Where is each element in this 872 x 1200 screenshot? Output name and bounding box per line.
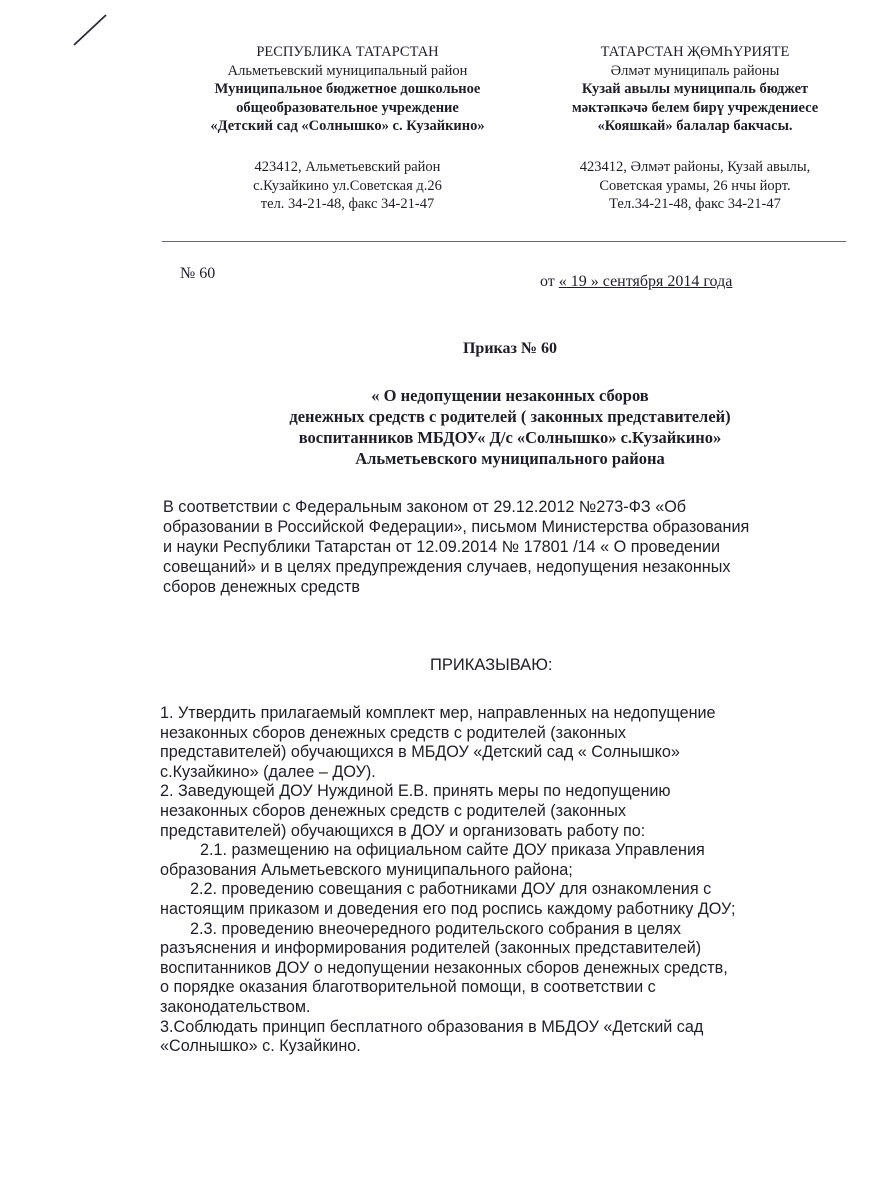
item-line: незаконных сборов денежных средств с родителей (законных (160, 723, 626, 742)
subject-line: « О недопущении незаконных сборов (371, 386, 649, 405)
header-right-tatar (530, 43, 860, 214)
item-line: воспитанников ДОУ о недопущении незаконных сборов денежных средств, (160, 958, 728, 977)
institution-name-tatar-line1: Кузай авылы муниципаль бюджет (581, 81, 809, 98)
order-title: Приказ № 60 (462, 340, 558, 357)
header-divider (162, 241, 846, 242)
district-name: Альметьевский муниципальный район (227, 62, 468, 79)
preamble-line: и науки Республики Татарстан от 12.09.2014 № 17801 /14 « О проведении (163, 538, 721, 556)
subject-line: денежных средств с родителей ( законных представителей) (289, 407, 731, 426)
item-line: 3.Соблюдать принцип бесплатного образования в МБДОУ «Детский сад (160, 1017, 704, 1036)
institution-name-tatar-line3: «Кояшкай» балалар бакчасы. (597, 118, 793, 135)
item-line: «Солнышко» с. Кузайкино. (160, 1037, 361, 1056)
item-line: законодательством. (160, 997, 311, 1016)
item-line: незаконных сборов денежных средств с родителей (законных (160, 801, 626, 820)
preamble-line: сборов денежных средств (163, 578, 360, 596)
address-tatar-line2: Советская урамы, 26 нчы йорт. (599, 177, 791, 194)
subitem-line: 2.3. проведению внеочередного родительского собрания в целях (190, 919, 681, 938)
subject-line: воспитанников МБДОУ« Д/с «Солнышко» с.Кузайкино» (298, 428, 722, 447)
header-left-russian (150, 43, 545, 214)
item-line: 2. Заведующей ДОУ Нуждиной Е.В. принять меры по недопущению (160, 782, 671, 801)
item-line: образования Альметьевского муниципального района; (160, 860, 573, 879)
item-line: представителей) обучающихся в МБДОУ «Детский сад « Солнышко» (160, 743, 680, 762)
preamble-line: образовании в Российской Федерации», письмом Министерства образования (163, 518, 750, 536)
item-line: о порядке оказания благотворительной помощи, в соответствии с (160, 978, 656, 997)
item-line: представителей) обучающихся в ДОУ и организовать работу по: (160, 821, 646, 840)
date-prefix: от (540, 273, 559, 290)
phone-fax: тел. 34-21-48, факс 34-21-47 (260, 196, 435, 213)
document-date (540, 273, 732, 291)
subitem-line: 2.2. проведению совещания с работниками ДОУ для ознакомления с (190, 880, 712, 899)
subject-line: Альметьевского муниципального района (355, 449, 665, 468)
item-line: 1. Утвердить прилагаемый комплект мер, направленных на недопущение (160, 704, 716, 722)
address-line2: с.Кузайкино ул.Советская д.26 (253, 177, 442, 194)
date-value: « 19 » сентября 2014 года (558, 273, 733, 290)
document-number: № 60 (180, 265, 216, 282)
phone-fax-tatar: Тел.34-21-48, факс 34-21-47 (609, 196, 781, 213)
republic-name: РЕСПУБЛИКА ТАТАРСТАН (256, 44, 439, 60)
item-line: с.Кузайкино» (далее – ДОУ). (160, 762, 376, 781)
address-tatar-line1: 423412, Әлмәт районы, Кузай авылы, (579, 158, 811, 175)
institution-name-line2: общеобразовательное учреждение (236, 99, 459, 116)
institution-name-tatar-line2: мәктәпкәчә белем бирү учреждениесе (571, 99, 819, 116)
subitem-line: 2.1. размещению на официальном сайте ДОУ приказа Управления (200, 841, 705, 860)
institution-name-line1: Муниципальное бюджетное дошкольное (214, 81, 481, 98)
district-name-tatar: Әлмәт муниципаль районы (610, 62, 780, 79)
order-items (160, 704, 735, 1057)
order-heading: ПРИКАЗЫВАЮ: (430, 656, 553, 674)
order-subject (160, 385, 860, 469)
preamble-paragraph (163, 497, 749, 597)
institution-name-line3: «Детский сад «Солнышко» с. Кузайкино» (210, 118, 485, 135)
address-line1: 423412, Альметьевский район (254, 158, 441, 175)
preamble-line: В соответствии с Федеральным законом от 29.12.2012 №273-ФЗ «Об (163, 498, 687, 516)
item-line: настоящим приказом и доведения его под роспись каждому работнику ДОУ; (160, 899, 736, 918)
republic-name-tatar: ТАТАРСТАН ҖӨМҺҮРИЯТЕ (600, 44, 790, 60)
preamble-line: совещаний» и в целях предупреждения случаев, недопущения незаконных (163, 558, 731, 576)
item-line: разъяснения и информирования родителей (законных представителей) (160, 939, 702, 958)
pen-mark-icon (70, 12, 110, 48)
